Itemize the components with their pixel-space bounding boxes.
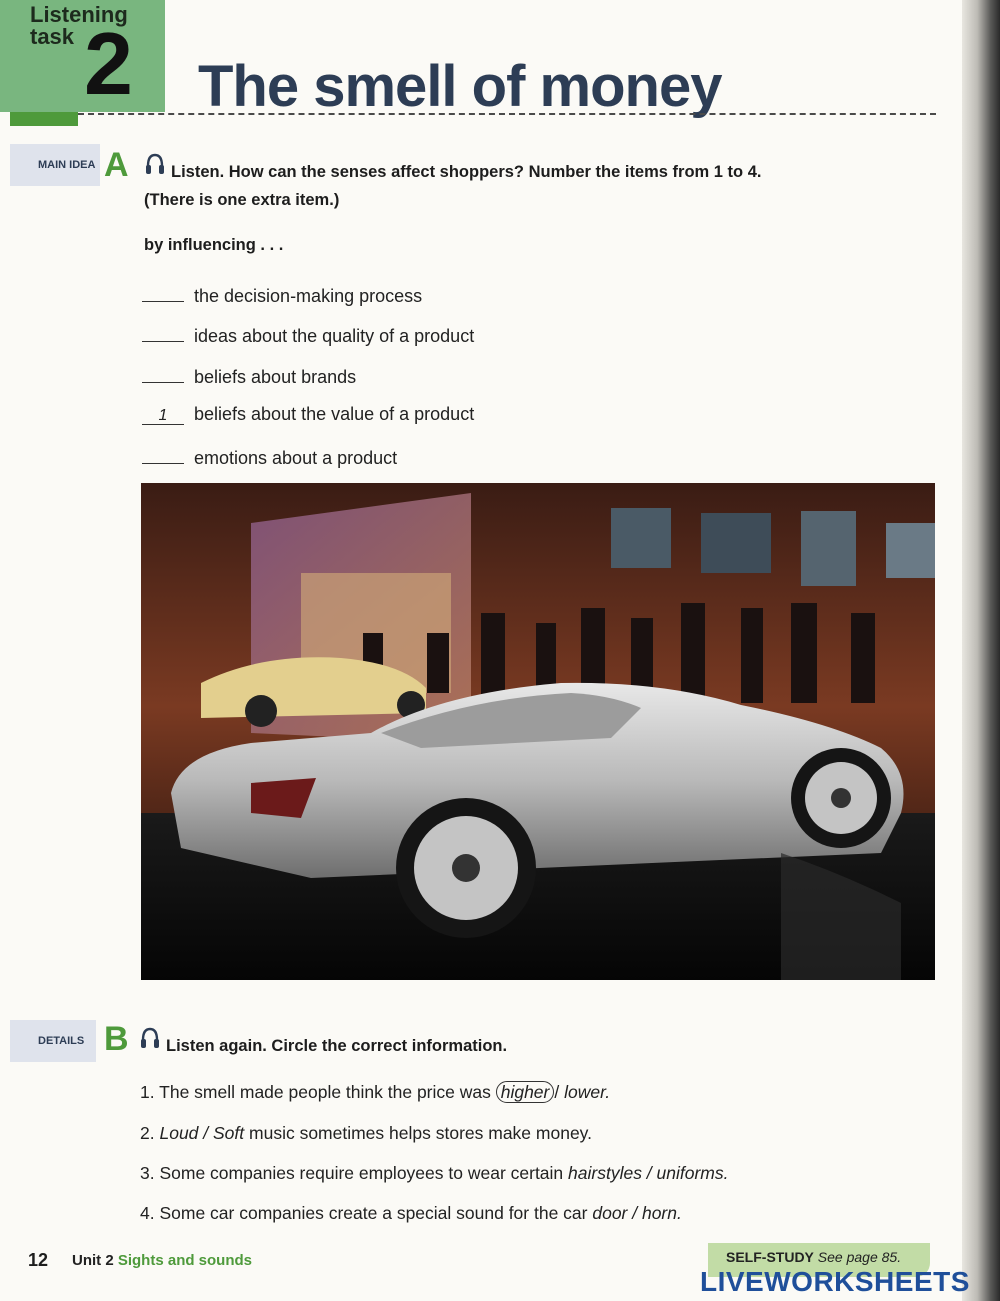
list-item bbox=[142, 281, 422, 308]
car-illustration bbox=[141, 483, 935, 980]
question-1 bbox=[140, 1080, 610, 1104]
section-a-letter: A bbox=[104, 146, 129, 184]
section-b-letter: B bbox=[104, 1020, 129, 1058]
task-word-task: task bbox=[30, 24, 75, 49]
listening-task-box bbox=[0, 0, 165, 112]
option-higher-circled[interactable]: higher bbox=[496, 1081, 555, 1103]
section-a-label: MAIN IDEA bbox=[10, 144, 100, 186]
task-word-listening: Listening bbox=[30, 2, 128, 27]
question-number: 4. bbox=[140, 1203, 155, 1223]
unit-label: Unit 2 bbox=[72, 1252, 114, 1269]
question-text: music sometimes helps stores make money. bbox=[244, 1123, 592, 1143]
footer-unit bbox=[72, 1252, 252, 1269]
section-a-instruction-note: (There is one extra item.) bbox=[144, 191, 340, 209]
section-a-instruction: Listen. How can the senses affect shoppers? Number the items from 1 to 4. bbox=[171, 163, 762, 181]
page-title: The smell of money bbox=[198, 54, 722, 119]
question-text: Some companies require employees to wear certain bbox=[159, 1163, 569, 1183]
section-b-instruction: Listen again. Circle the correct information. bbox=[166, 1037, 508, 1055]
section-a-stem: by influencing . . . bbox=[144, 236, 284, 254]
self-study-page: See page 85. bbox=[817, 1249, 902, 1265]
list-item bbox=[142, 443, 397, 470]
option-door-horn[interactable]: door / horn. bbox=[592, 1203, 682, 1223]
list-item bbox=[142, 362, 356, 389]
question-text: Some car companies create a special sound for the car bbox=[159, 1203, 593, 1223]
question-number: 2. bbox=[140, 1123, 155, 1143]
task-number: 2 bbox=[84, 14, 133, 113]
question-4 bbox=[140, 1201, 682, 1225]
page-edge-shadow bbox=[962, 0, 1000, 1301]
self-study-label: SELF-STUDY bbox=[726, 1249, 814, 1265]
car-show-photo bbox=[141, 483, 935, 980]
item-text: ideas about the quality of a product bbox=[194, 326, 475, 346]
question-number: 3. bbox=[140, 1163, 155, 1183]
item-text: the decision-making process bbox=[194, 286, 423, 306]
question-number: 1. bbox=[140, 1082, 155, 1102]
answer-blank[interactable] bbox=[142, 443, 184, 464]
item-text: emotions about a product bbox=[194, 448, 398, 468]
option-lower[interactable]: lower. bbox=[564, 1082, 611, 1102]
question-3 bbox=[140, 1161, 729, 1185]
list-item bbox=[142, 321, 474, 348]
question-2 bbox=[140, 1121, 592, 1145]
item-text: beliefs about brands bbox=[194, 367, 357, 387]
option-hairstyles-uniforms[interactable]: hairstyles / uniforms. bbox=[568, 1163, 729, 1183]
header-accent-strip bbox=[10, 112, 78, 126]
headphones-icon bbox=[145, 152, 165, 176]
header-divider bbox=[78, 113, 936, 115]
option-separator: / bbox=[554, 1082, 565, 1102]
answer-blank[interactable]: 1 bbox=[142, 404, 184, 425]
option-loud-soft[interactable]: Loud / Soft bbox=[159, 1123, 245, 1143]
answer-blank[interactable] bbox=[142, 362, 184, 383]
headphones-icon bbox=[140, 1026, 160, 1050]
list-item bbox=[142, 402, 474, 426]
item-text: beliefs about the value of a product bbox=[194, 404, 475, 424]
unit-title: Sights and sounds bbox=[117, 1252, 253, 1269]
question-text: The smell made people think the price was bbox=[159, 1082, 496, 1102]
answer-blank[interactable] bbox=[142, 321, 184, 342]
section-b-label: DETAILS bbox=[10, 1020, 96, 1062]
answer-blank[interactable] bbox=[142, 281, 184, 302]
page-number: 12 bbox=[28, 1250, 49, 1270]
liveworksheets-logo: LIVEWORKSHEETS bbox=[700, 1266, 970, 1297]
